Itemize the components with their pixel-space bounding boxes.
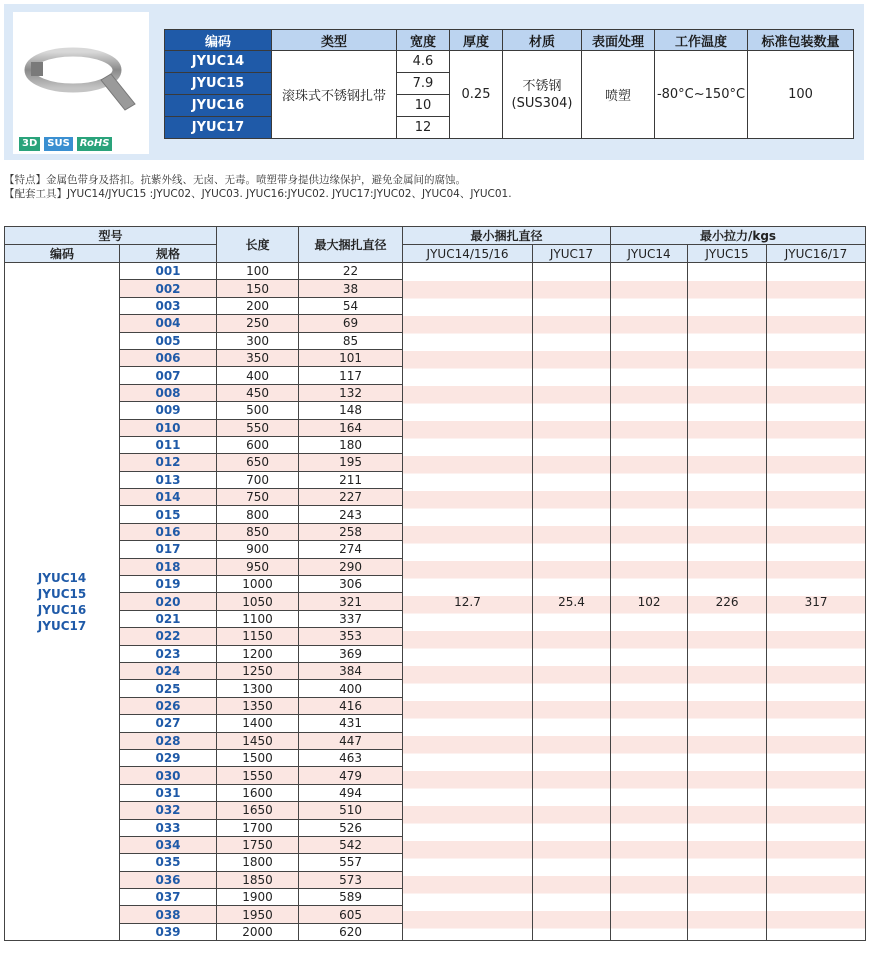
certification-badges bbox=[19, 137, 112, 151]
spec-cell: 003 bbox=[120, 297, 217, 314]
length-cell: 700 bbox=[217, 471, 299, 488]
cable-tie-image bbox=[21, 30, 139, 112]
spec-material-line2: (SUS304) bbox=[511, 95, 573, 111]
spec-table bbox=[164, 29, 854, 139]
spec-cell: 006 bbox=[120, 349, 217, 366]
length-cell: 1750 bbox=[217, 836, 299, 853]
length-cell: 1900 bbox=[217, 889, 299, 906]
length-cell: 450 bbox=[217, 384, 299, 401]
spec-cell: 008 bbox=[120, 384, 217, 401]
max-dia-cell: 117 bbox=[299, 367, 403, 384]
max-dia-cell: 447 bbox=[299, 732, 403, 749]
header-tension-c: JYUC16/17 bbox=[767, 245, 866, 263]
max-dia-cell: 258 bbox=[299, 523, 403, 540]
length-cell: 1200 bbox=[217, 645, 299, 662]
code-label: JYUC17 bbox=[37, 618, 87, 633]
spec-cell: 014 bbox=[120, 489, 217, 506]
length-cell: 800 bbox=[217, 506, 299, 523]
spec-cell: 036 bbox=[120, 871, 217, 888]
max-dia-cell: 101 bbox=[299, 349, 403, 366]
tension-c-cell: 317 bbox=[767, 263, 866, 941]
min-dia-a-cell: 12.7 bbox=[403, 263, 533, 941]
spec-material bbox=[503, 51, 582, 139]
header-model: 型号 bbox=[5, 227, 217, 245]
spec-header-code: 编码 bbox=[165, 30, 272, 51]
spec-temperature: -80°C~150°C bbox=[655, 51, 748, 139]
length-cell: 100 bbox=[217, 263, 299, 280]
max-dia-cell: 384 bbox=[299, 662, 403, 679]
length-cell: 1500 bbox=[217, 749, 299, 766]
max-dia-cell: 369 bbox=[299, 645, 403, 662]
spec-cell: 025 bbox=[120, 680, 217, 697]
code-label: JYUC15 bbox=[37, 586, 87, 601]
spec-cell: 017 bbox=[120, 541, 217, 558]
badge-rohs: RoHS bbox=[77, 137, 113, 151]
max-dia-cell: 526 bbox=[299, 819, 403, 836]
spec-cell: 027 bbox=[120, 715, 217, 732]
max-dia-cell: 573 bbox=[299, 871, 403, 888]
spec-code: JYUC14 bbox=[165, 51, 272, 73]
max-dia-cell: 211 bbox=[299, 471, 403, 488]
max-dia-cell: 605 bbox=[299, 906, 403, 923]
spec-header-type: 类型 bbox=[272, 30, 397, 51]
spec-cell: 021 bbox=[120, 610, 217, 627]
spec-cell: 022 bbox=[120, 628, 217, 645]
length-cell: 650 bbox=[217, 454, 299, 471]
spec-surface: 喷塑 bbox=[582, 51, 655, 139]
code-cell bbox=[5, 263, 120, 941]
length-cell: 550 bbox=[217, 419, 299, 436]
length-cell: 1450 bbox=[217, 732, 299, 749]
spec-cell: 020 bbox=[120, 593, 217, 610]
spec-cell: 033 bbox=[120, 819, 217, 836]
length-cell: 1300 bbox=[217, 680, 299, 697]
max-dia-cell: 321 bbox=[299, 593, 403, 610]
length-cell: 1600 bbox=[217, 784, 299, 801]
spec-cell: 010 bbox=[120, 419, 217, 436]
length-cell: 1850 bbox=[217, 871, 299, 888]
spec-cell: 016 bbox=[120, 523, 217, 540]
product-panel bbox=[4, 4, 864, 160]
length-cell: 1700 bbox=[217, 819, 299, 836]
length-cell: 1050 bbox=[217, 593, 299, 610]
spec-cell: 018 bbox=[120, 558, 217, 575]
max-dia-cell: 431 bbox=[299, 715, 403, 732]
max-dia-cell: 494 bbox=[299, 784, 403, 801]
spec-cell: 029 bbox=[120, 749, 217, 766]
spec-width: 10 bbox=[397, 95, 450, 117]
spec-cell: 028 bbox=[120, 732, 217, 749]
spec-cell: 032 bbox=[120, 802, 217, 819]
spec-cell: 007 bbox=[120, 367, 217, 384]
spec-header-thickness: 厚度 bbox=[450, 30, 503, 51]
max-dia-cell: 22 bbox=[299, 263, 403, 280]
max-dia-cell: 353 bbox=[299, 628, 403, 645]
length-cell: 850 bbox=[217, 523, 299, 540]
spec-code: JYUC17 bbox=[165, 117, 272, 139]
spec-cell: 026 bbox=[120, 697, 217, 714]
header-tension: 最小拉力/kgs bbox=[611, 227, 866, 245]
length-cell: 150 bbox=[217, 280, 299, 297]
max-dia-cell: 337 bbox=[299, 610, 403, 627]
length-cell: 750 bbox=[217, 489, 299, 506]
length-cell: 300 bbox=[217, 332, 299, 349]
max-dia-cell: 69 bbox=[299, 315, 403, 332]
min-dia-b-cell: 25.4 bbox=[533, 263, 611, 941]
header-min-dia-b: JYUC17 bbox=[533, 245, 611, 263]
notes bbox=[4, 173, 512, 201]
spec-type: 滚珠式不锈钢扎带 bbox=[272, 51, 397, 139]
spec-cell: 012 bbox=[120, 454, 217, 471]
max-dia-cell: 180 bbox=[299, 436, 403, 453]
length-cell: 1650 bbox=[217, 802, 299, 819]
max-dia-cell: 306 bbox=[299, 576, 403, 593]
spec-cell: 004 bbox=[120, 315, 217, 332]
spec-header-material: 材质 bbox=[503, 30, 582, 51]
max-dia-cell: 243 bbox=[299, 506, 403, 523]
spec-cell: 005 bbox=[120, 332, 217, 349]
spec-header-width: 宽度 bbox=[397, 30, 450, 51]
max-dia-cell: 164 bbox=[299, 419, 403, 436]
spec-cell: 002 bbox=[120, 280, 217, 297]
spec-cell: 034 bbox=[120, 836, 217, 853]
length-cell: 350 bbox=[217, 349, 299, 366]
spec-width: 4.6 bbox=[397, 51, 450, 73]
badge-sus: SUS bbox=[44, 137, 73, 151]
code-label: JYUC16 bbox=[37, 602, 87, 617]
spec-cell: 035 bbox=[120, 854, 217, 871]
spec-material-line1: 不锈钢 bbox=[522, 78, 562, 94]
spec-cell: 019 bbox=[120, 576, 217, 593]
header-spec: 规格 bbox=[120, 245, 217, 263]
max-dia-cell: 290 bbox=[299, 558, 403, 575]
length-cell: 1100 bbox=[217, 610, 299, 627]
max-dia-cell: 132 bbox=[299, 384, 403, 401]
spec-cell: 024 bbox=[120, 662, 217, 679]
length-cell: 1550 bbox=[217, 767, 299, 784]
header-tension-a: JYUC14 bbox=[611, 245, 688, 263]
length-cell: 1400 bbox=[217, 715, 299, 732]
max-dia-cell: 400 bbox=[299, 680, 403, 697]
length-cell: 1150 bbox=[217, 628, 299, 645]
code-label: JYUC14 bbox=[37, 570, 87, 585]
length-cell: 1350 bbox=[217, 697, 299, 714]
max-dia-cell: 54 bbox=[299, 297, 403, 314]
spec-cell: 031 bbox=[120, 784, 217, 801]
tension-b-cell: 226 bbox=[688, 263, 767, 941]
max-dia-cell: 463 bbox=[299, 749, 403, 766]
header-max-dia: 最大捆扎直径 bbox=[299, 227, 403, 263]
length-cell: 900 bbox=[217, 541, 299, 558]
badge-3d: 3D bbox=[19, 137, 40, 151]
length-cell: 950 bbox=[217, 558, 299, 575]
length-cell: 600 bbox=[217, 436, 299, 453]
max-dia-cell: 85 bbox=[299, 332, 403, 349]
length-cell: 400 bbox=[217, 367, 299, 384]
spec-package: 100 bbox=[748, 51, 854, 139]
length-cell: 1000 bbox=[217, 576, 299, 593]
spec-cell: 039 bbox=[120, 923, 217, 940]
spec-code: JYUC16 bbox=[165, 95, 272, 117]
max-dia-cell: 195 bbox=[299, 454, 403, 471]
spec-cell: 013 bbox=[120, 471, 217, 488]
spec-header-temperature: 工作温度 bbox=[655, 30, 748, 51]
header-tension-b: JYUC15 bbox=[688, 245, 767, 263]
spec-cell: 037 bbox=[120, 889, 217, 906]
length-cell: 2000 bbox=[217, 923, 299, 940]
max-dia-cell: 589 bbox=[299, 889, 403, 906]
tension-a-cell: 102 bbox=[611, 263, 688, 941]
max-dia-cell: 227 bbox=[299, 489, 403, 506]
length-cell: 1950 bbox=[217, 906, 299, 923]
notes-tools: 【配套工具】JYUC14/JYUC15 :JYUC02、JYUC03. JYUC16:JYUC02. JYUC17:JYUC02、JYUC04、JYUC01. bbox=[4, 188, 512, 200]
length-cell: 250 bbox=[217, 315, 299, 332]
max-dia-cell: 510 bbox=[299, 802, 403, 819]
header-length: 长度 bbox=[217, 227, 299, 263]
spec-cell: 023 bbox=[120, 645, 217, 662]
spec-width: 7.9 bbox=[397, 73, 450, 95]
max-dia-cell: 542 bbox=[299, 836, 403, 853]
max-dia-cell: 479 bbox=[299, 767, 403, 784]
size-table bbox=[4, 226, 866, 941]
spec-header-package: 标准包装数量 bbox=[748, 30, 854, 51]
spec-thickness: 0.25 bbox=[450, 51, 503, 139]
product-image-card bbox=[13, 12, 149, 154]
length-cell: 500 bbox=[217, 402, 299, 419]
header-min-dia: 最小捆扎直径 bbox=[403, 227, 611, 245]
max-dia-cell: 557 bbox=[299, 854, 403, 871]
max-dia-cell: 416 bbox=[299, 697, 403, 714]
size-table-body bbox=[5, 263, 866, 941]
header-code: 编码 bbox=[5, 245, 120, 263]
spec-cell: 015 bbox=[120, 506, 217, 523]
notes-features: 【特点】金属色带身及搭扣。抗紫外线、无卤、无毒。喷塑带身提供边缘保护，避免金属间的腐蚀。 bbox=[4, 174, 466, 186]
header-min-dia-a: JYUC14/15/16 bbox=[403, 245, 533, 263]
length-cell: 1800 bbox=[217, 854, 299, 871]
length-cell: 1250 bbox=[217, 662, 299, 679]
max-dia-cell: 38 bbox=[299, 280, 403, 297]
spec-code: JYUC15 bbox=[165, 73, 272, 95]
spec-cell: 009 bbox=[120, 402, 217, 419]
length-cell: 200 bbox=[217, 297, 299, 314]
spec-cell: 038 bbox=[120, 906, 217, 923]
spec-cell: 001 bbox=[120, 263, 217, 280]
max-dia-cell: 620 bbox=[299, 923, 403, 940]
spec-cell: 030 bbox=[120, 767, 217, 784]
spec-width: 12 bbox=[397, 117, 450, 139]
spec-header-surface: 表面处理 bbox=[582, 30, 655, 51]
table-row bbox=[5, 263, 866, 280]
spec-cell: 011 bbox=[120, 436, 217, 453]
max-dia-cell: 274 bbox=[299, 541, 403, 558]
max-dia-cell: 148 bbox=[299, 402, 403, 419]
